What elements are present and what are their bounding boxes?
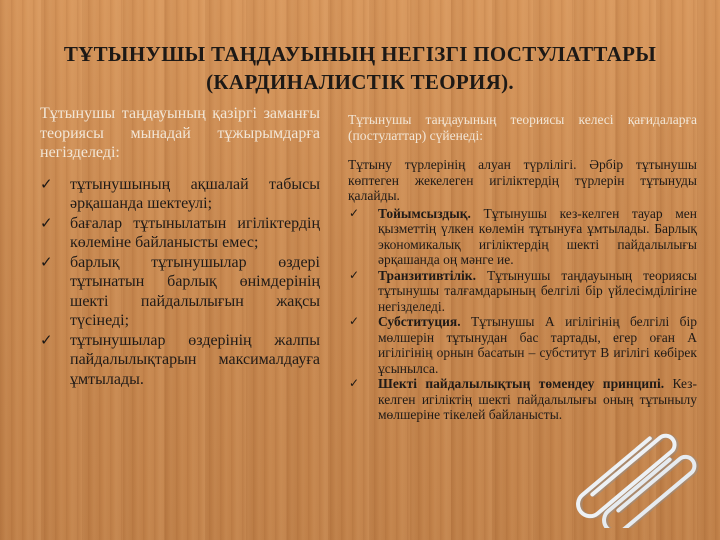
- left-list: [40, 175, 320, 390]
- slide-title: ТҰТЫНУШЫ ТАҢДАУЫНЫҢ НЕГІЗГІ ПОСТУЛАТТАРЫ (КАРДИНАЛИСТІК ТЕОРИЯ).: [63, 42, 657, 94]
- check-icon: ✓: [349, 314, 360, 328]
- postulate-text: Тұтынушы таңдауының теориясы тұтынушы талғамдарының белгілі бір үйлесімділігіне негізделеді.: [378, 267, 698, 314]
- list-item: [348, 268, 697, 315]
- list-item: [348, 314, 697, 376]
- list-item: [40, 331, 320, 390]
- check-icon: ✓: [40, 174, 53, 193]
- postulate-text: Кез-келген игіліктің шекті пайдалылығы оның тұтынылу мөлшеріне тікелей байланысты.: [378, 376, 697, 422]
- list-item-text: барлық тұтынушылар өздері тұтынатын барлық өнімдерінің шекті пайдалылығын жақсы түсінеді;: [70, 253, 320, 329]
- check-icon: ✓: [349, 376, 360, 390]
- right-intro-variety: Тұтыну түрлерінің алуан түрлілігі. Әрбір тұтынушы көптеген жекелеген игіліктердің түрлерін тұтынуды қалайды.: [348, 157, 697, 203]
- list-item: [40, 175, 320, 214]
- check-icon: ✓: [349, 205, 360, 220]
- right-column: [348, 112, 697, 423]
- left-column: [40, 104, 320, 389]
- postulate-text: Тұтынушы А игілігінің белгілі бір мөлшерін тұтынудан бас тартады, егер оған А игілігінің орнын басатын – субститут В игілігі көбірек ұсынылса.: [378, 314, 698, 376]
- list-item: [348, 206, 697, 268]
- postulate-term: Субституция.: [378, 314, 461, 329]
- right-intro: Тұтынушы таңдауының теориясы келесі қағидаларға (постулаттар) сүйенеді:: [348, 112, 697, 143]
- list-item: [40, 214, 320, 253]
- postulate-term: Транзитивтілік.: [378, 267, 476, 283]
- check-icon: ✓: [40, 213, 53, 232]
- list-item: [40, 253, 320, 331]
- postulate-term: Тойымсыздық.: [378, 205, 471, 221]
- list-item-text: тұтынушының ақшалай табысы әрқашанда шектеулі;: [70, 175, 320, 212]
- postulate-text: Тұтынушы кез-келген тауар мен қызметтің үлкен көлемін тұтынуға ұмтылады. Барлық экономикалық игіліктердің шекті пайдалылығы әрқашанда оң мәнге ие.: [378, 205, 697, 267]
- postulate-term: Шекті пайдалылықтың төмендеу принципі.: [378, 376, 665, 391]
- left-intro: Тұтынушы таңдауының қазіргі заманғы теориясы мынадай тұжырымдарға негізделеді:: [40, 105, 320, 161]
- check-icon: ✓: [40, 330, 53, 349]
- paperclip-icon: [560, 388, 710, 528]
- list-item-text: бағалар тұтынылатын игіліктердің көлеміне байланысты емес;: [70, 214, 320, 251]
- check-icon: ✓: [349, 267, 360, 282]
- check-icon: ✓: [40, 252, 53, 271]
- list-item-text: тұтынушылар өздерінің жалпы пайдалылықтарын максималдауға ұмтылады.: [70, 331, 320, 388]
